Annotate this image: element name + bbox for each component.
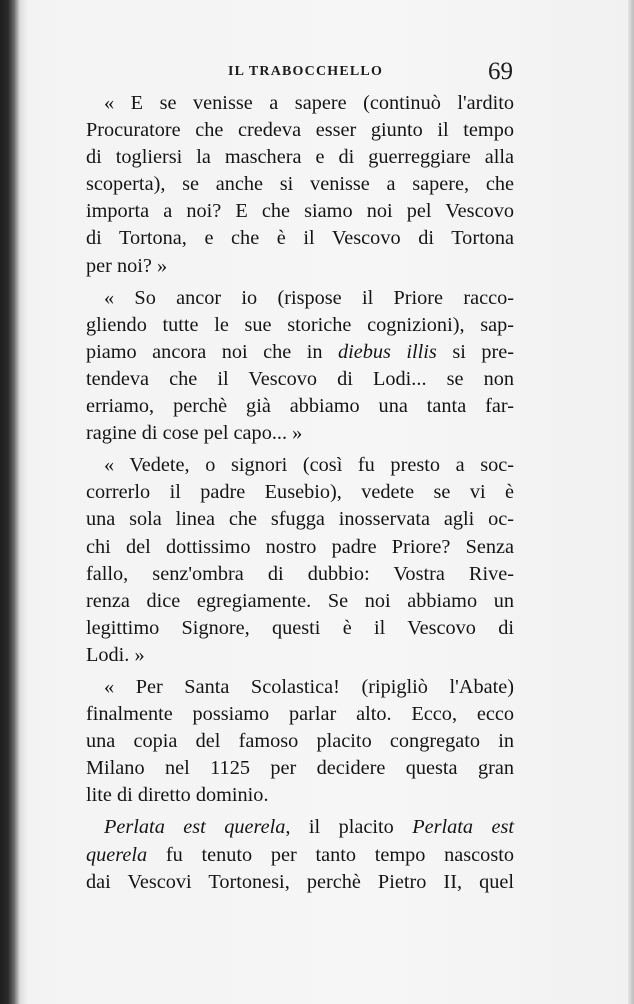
text-line: « Per Santa Scolastica! (ripigliò l'Abate)	[104, 675, 514, 698]
text-line: « Vedete, o signori (così fu presto a soc-	[104, 454, 514, 477]
text-line: erriamo, perchè già abbiamo una tanta far-	[86, 395, 514, 418]
paragraph-5	[86, 814, 514, 895]
text-line: renza dice egregiamente. Se noi abbiamo un	[86, 589, 514, 612]
text-line: Procuratore che credeva esser giunto il tempo	[86, 119, 514, 142]
text-segment: fu tenuto per tanto tempo nascosto	[165, 843, 514, 866]
text-line: chi del dottissimo nostro padre Priore? Senza	[86, 535, 514, 558]
text-line: per noi? »	[86, 254, 168, 277]
text-line: correrlo il padre Eusebio), vedete se vi è	[86, 481, 514, 504]
paragraph-2	[86, 285, 514, 448]
text-segment: piamo ancora noi che in	[86, 340, 323, 363]
text-line: tendeva che il Vescovo di Lodi... se non	[86, 367, 514, 390]
text-segment: , il placito	[285, 816, 394, 839]
text-line: una copia del famoso placito congregato in	[86, 730, 514, 753]
text-line: fallo, senz'ombra di dubbio: Vostra Rive-	[86, 562, 514, 585]
paragraph-4	[86, 674, 514, 809]
running-title: IL TRABOCCHELLO	[228, 64, 384, 79]
text-line-with-italic	[86, 814, 514, 841]
text-line: dai Vescovi Tortonesi, perchè Pietro II, quel	[86, 870, 514, 893]
text-line: una sola linea che sfugga inosservata agli oc-	[86, 508, 514, 531]
text-line-with-italic	[86, 842, 514, 869]
italic-phrase: Perlata est	[412, 816, 514, 839]
text-line: finalmente possiamo parlar alto. Ecco, ecco	[86, 703, 514, 726]
italic-phrase: diebus illis	[337, 340, 437, 363]
text-line: ragine di cose pel capo... »	[86, 422, 303, 445]
italic-phrase: Perlata est querela	[104, 816, 286, 839]
text-line: « E se venisse a sapere (continuò l'ardito	[104, 92, 514, 114]
page-number: 69	[488, 58, 513, 85]
page-header	[0, 58, 634, 88]
paragraph-3	[86, 452, 514, 669]
text-line-with-italic	[86, 339, 514, 366]
text-line: Milano nel 1125 per decidere questa gran	[86, 757, 514, 780]
text-line: Lodi. »	[86, 643, 145, 666]
text-segment: si pre-	[452, 340, 514, 363]
italic-phrase: querela	[86, 843, 148, 866]
body-text	[86, 90, 514, 896]
text-line: legittimo Signore, questi è il Vescovo di	[86, 616, 514, 639]
text-line: di togliersi la maschera e di guerreggiare alla	[86, 146, 514, 169]
text-line: « So ancor io (rispose il Priore racco-	[104, 286, 514, 309]
text-line: di Tortona, e che è il Vescovo di Tortona	[86, 227, 514, 250]
text-line: scoperta), se anche si venisse a sapere, che	[86, 173, 514, 196]
text-line: lite di diretto dominio.	[86, 784, 269, 807]
text-line: gliendo tutte le sue storiche cognizioni), sap-	[86, 313, 514, 336]
paragraph-1	[86, 90, 514, 280]
text-line: importa a noi? E che siamo noi pel Vescovo	[86, 200, 514, 223]
